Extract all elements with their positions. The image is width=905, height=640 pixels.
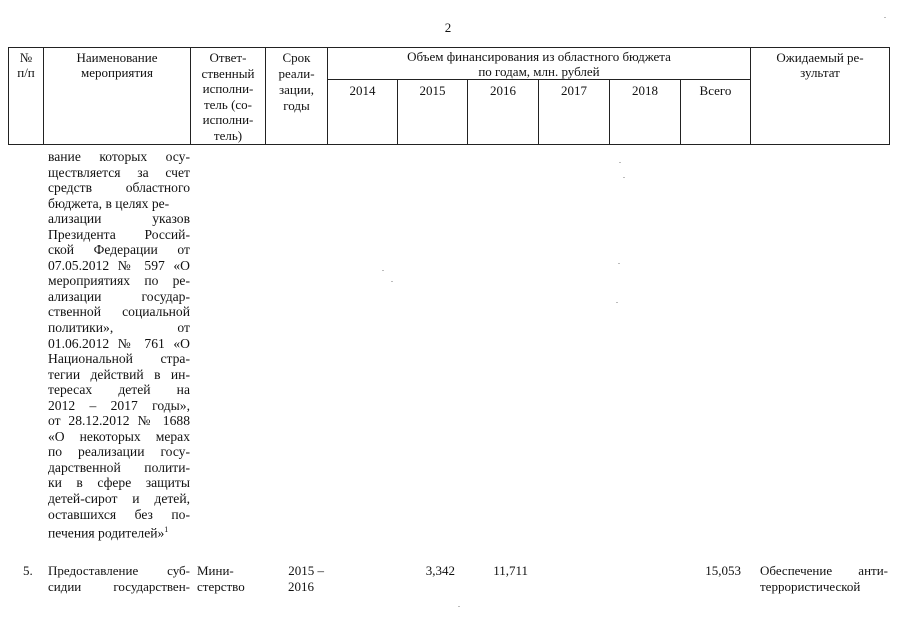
scan-speck <box>619 162 621 163</box>
text-line: дарственной полити- <box>48 459 190 475</box>
scan-speck <box>618 263 620 264</box>
header-term-line: годы <box>283 98 310 113</box>
header-executor <box>191 50 265 143</box>
row5-term <box>270 563 324 595</box>
header-executor-line: исполни- <box>202 81 254 96</box>
header-executor-line: ственный <box>201 65 255 81</box>
header-executor-line: Ответ- <box>209 50 247 65</box>
header-funding-line: по годам, млн. рублей <box>478 64 600 79</box>
grid-line-top <box>8 47 890 48</box>
header-funding <box>328 49 750 79</box>
page-number: 2 <box>444 20 452 35</box>
text-line: оставшихся без по- <box>48 506 190 522</box>
header-name-line: мероприятия <box>80 65 153 80</box>
text-line: ществляется за счет <box>48 164 190 180</box>
header-name-line: Наименование <box>76 50 158 65</box>
header-executor-line: тель) <box>213 127 243 143</box>
scan-speck <box>382 270 384 271</box>
scan-speck <box>884 17 886 18</box>
text-line: ализации указов <box>48 211 190 227</box>
header-result-line: Ожидаемый ре- <box>776 50 864 65</box>
text-line: тересах детей на <box>48 382 190 398</box>
row5-term-line: 2016 <box>288 579 314 594</box>
row5-result-line: Обеспечение анти- <box>760 563 888 578</box>
row5-value-2016: 11,711 <box>493 563 528 578</box>
header-term <box>266 50 327 114</box>
header-year-2017: 2017 <box>561 83 587 98</box>
row5-number: 5. <box>23 563 33 578</box>
header-year-total: Всего <box>699 83 732 98</box>
text-line: тегии действий в ин- <box>48 366 190 382</box>
text-line: ственной социальной <box>48 304 190 320</box>
header-result <box>751 50 889 80</box>
row5-result-line: террористической <box>760 579 861 594</box>
row5-term-line: 2015 – <box>288 563 324 578</box>
row5-executor-line: Мини- <box>197 563 234 578</box>
header-year-2018: 2018 <box>632 83 658 98</box>
text-line: политики», от <box>48 320 190 336</box>
text-line: 2012 – 2017 годы», <box>48 397 190 413</box>
text-line: бюджета, в целях ре- <box>48 195 170 211</box>
header-executor-line: исполни- <box>202 112 254 127</box>
text-line: мероприятиях по ре- <box>48 273 190 289</box>
scan-speck <box>623 177 625 178</box>
row5-executor <box>197 563 245 595</box>
header-year-2015: 2015 <box>419 83 446 98</box>
text-line: по реализации госу- <box>48 444 190 460</box>
row5-name-line: Предоставление суб- <box>48 563 190 578</box>
header-year-2016: 2016 <box>490 83 516 98</box>
grid-line-years-top <box>327 79 751 80</box>
scan-speck <box>458 606 460 607</box>
text-line: 01.06.2012 № 761 «О <box>48 335 190 351</box>
text-line: ской Федерации от <box>48 242 190 258</box>
text-line: 07.05.2012 № 597 «О <box>48 257 190 273</box>
row5-executor-line: стерство <box>197 579 245 594</box>
continued-name-cell <box>48 149 190 541</box>
text-line: вание которых осу- <box>48 149 190 164</box>
grid-line-right <box>889 47 890 145</box>
row5-name-line: сидии государствен- <box>48 579 190 594</box>
text-line <box>48 522 190 541</box>
text-line: детей-сирот и детей, <box>48 491 190 507</box>
row5-value-2015: 3,342 <box>425 563 455 578</box>
header-num-line: п/п <box>17 65 35 80</box>
header-term-line: зации, <box>278 82 315 97</box>
row5-result <box>760 563 888 595</box>
text-line-content: печения родителей» <box>48 525 165 541</box>
scan-speck <box>616 302 618 303</box>
header-year-2014: 2014 <box>349 83 376 98</box>
grid-line-bottom <box>8 144 890 145</box>
header-term-line: реали- <box>278 66 315 81</box>
text-line: Национальной стра- <box>48 351 190 367</box>
header-name <box>44 50 190 80</box>
text-line: ки в сфере защиты <box>48 475 190 491</box>
text-line: ализации государ- <box>48 288 190 304</box>
header-executor-line: тель (со- <box>203 96 253 112</box>
footnote-mark: 1 <box>164 525 169 535</box>
header-num <box>9 50 43 80</box>
row5-value-total: 15,053 <box>705 563 741 578</box>
text-line: «О некоторых мерах <box>48 428 190 444</box>
scan-speck <box>391 281 393 282</box>
text-line: от 28.12.2012 № 1688 <box>48 413 190 429</box>
header-result-line: зультат <box>800 65 840 80</box>
header-term-line: Срок <box>282 50 311 65</box>
text-line: средств областного <box>48 180 190 196</box>
header-num-line: № <box>19 50 33 65</box>
row5-name <box>48 563 190 595</box>
text-line: Президента Россий- <box>48 226 190 242</box>
header-funding-line: Объем финансирования из областного бюджета <box>407 49 671 64</box>
